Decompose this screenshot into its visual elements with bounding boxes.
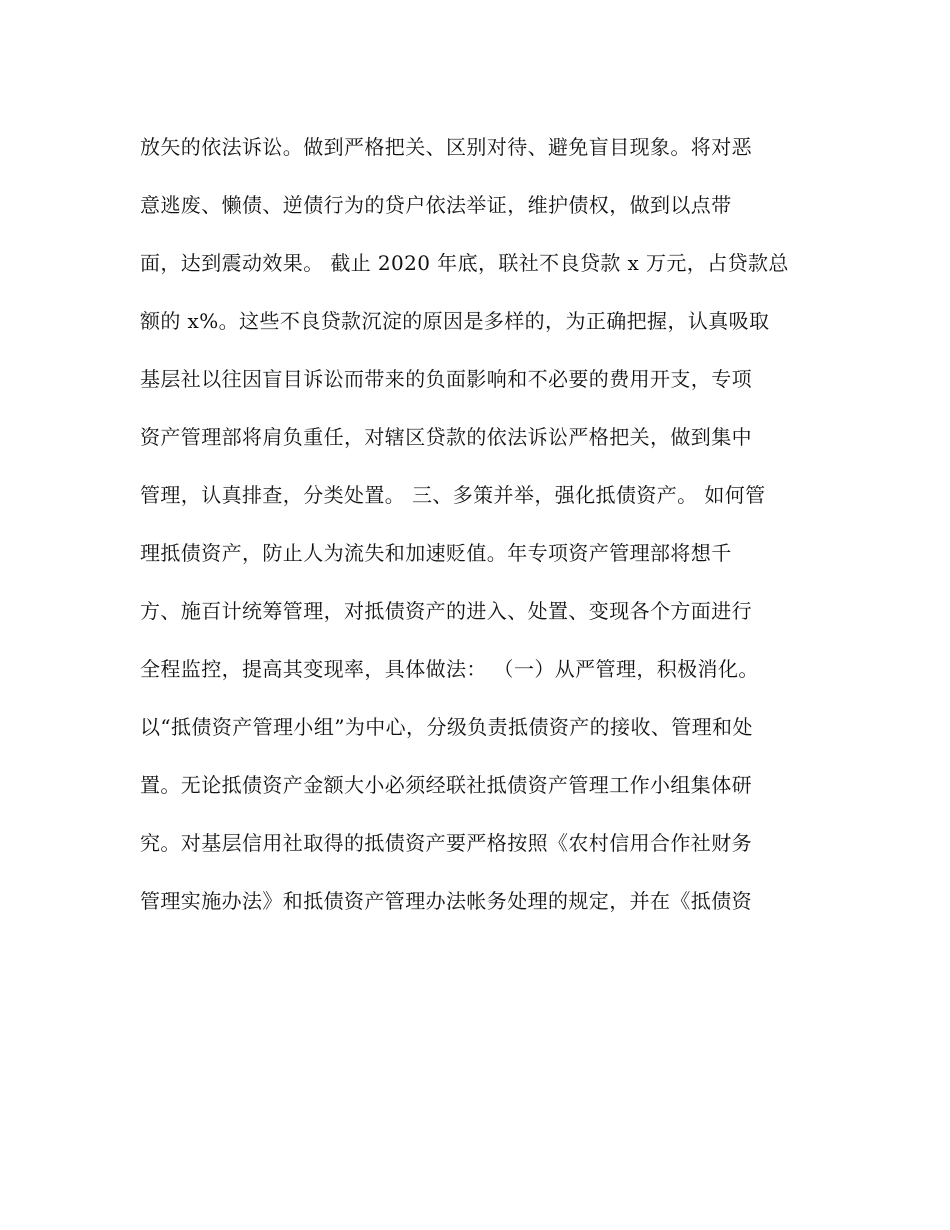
text-line: 以“抵债资产管理小组”为中心，分级负责抵债资产的接收、管理和处: [140, 715, 753, 739]
text-line: 意逃废、懒债、逆债行为的贷户依法举证，维护债权，做到以点带: [140, 193, 732, 217]
text-line: 全程监控，提高其变现率，具体做法： （一）从严管理，积极消化。: [140, 657, 759, 681]
text-line: 资产管理部将肩负重任，对辖区贷款的依法诉讼严格把关，做到集中: [140, 425, 752, 449]
text-line: 理抵债资产，防止人为流失和加速贬值。年专项资产管理部将想千: [140, 541, 732, 565]
text-line: 额的 x%。这些不良贷款沉淀的原因是多样的，为正确把握，认真吸取: [140, 309, 770, 333]
text-line: 究。对基层信用社取得的抵债资产要严格按照《农村信用合作社财务: [140, 831, 752, 855]
text-line: 方、施百计统筹管理，对抵债资产的进入、处置、变现各个方面进行: [140, 599, 752, 623]
text-line: 基层社以往因盲目诉讼而带来的负面影响和不必要的费用开支，专项: [140, 367, 752, 391]
body-text: [140, 118, 820, 930]
text-line: 管理，认真排查，分类处置。 三、多策并举，强化抵债资产。 如何管: [140, 483, 766, 507]
text-line: 放矢的依法诉讼。做到严格把关、区别对待、避免盲目现象。将对恶: [140, 135, 752, 159]
text-line: 管理实施办法》和抵债资产管理办法帐务处理的规定，并在《抵债资: [140, 889, 752, 913]
text-line: 面，达到震动效果。 截止 2020 年底，联社不良贷款 x 万元，占贷款总: [140, 251, 789, 275]
text-line: 置。无论抵债资产金额大小必须经联社抵债资产管理工作小组集体研: [140, 773, 752, 797]
